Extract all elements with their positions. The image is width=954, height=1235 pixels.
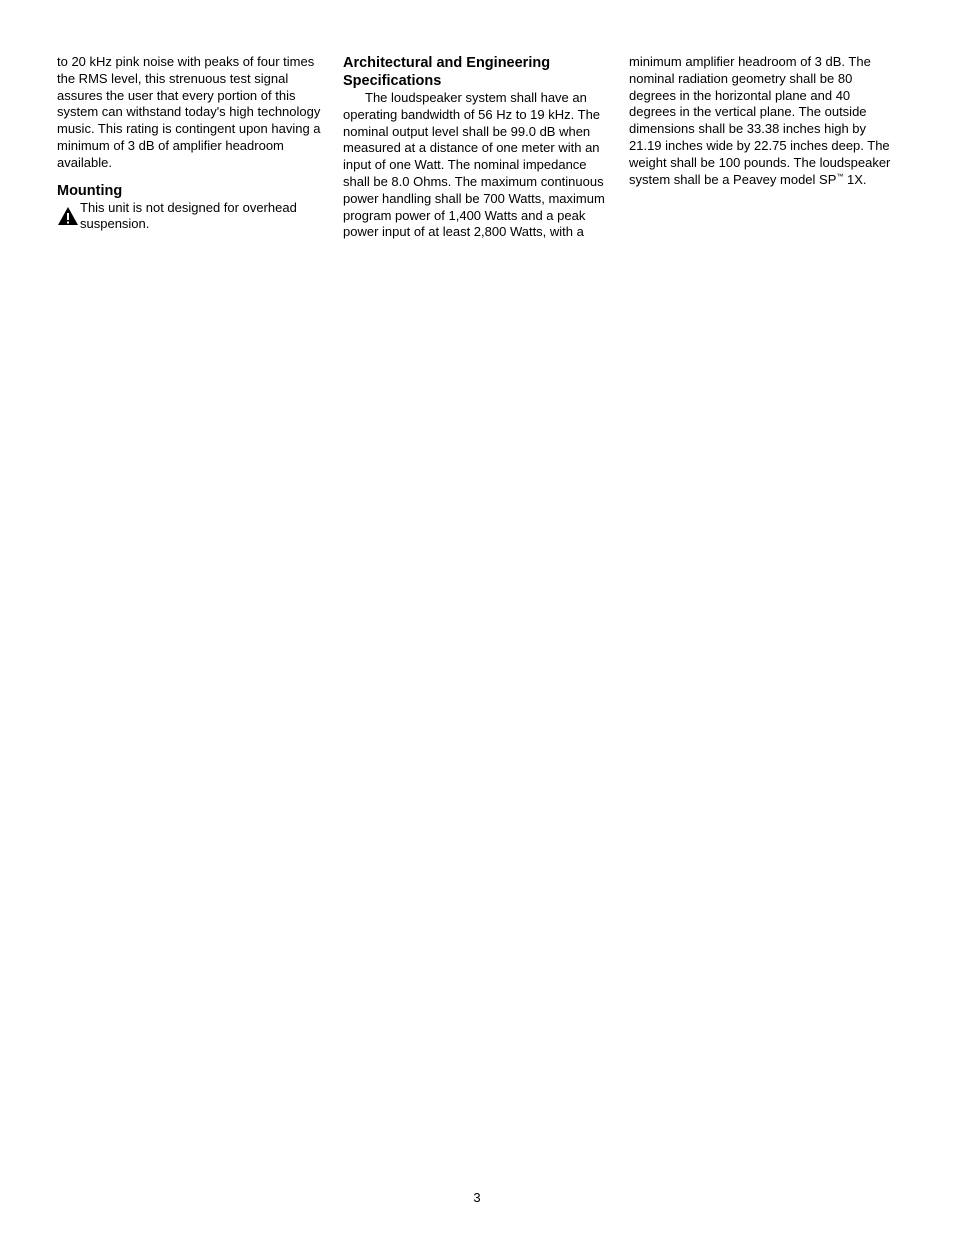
mounting-warning xyxy=(57,200,329,234)
warning-triangle-icon xyxy=(57,206,79,226)
specifications-continued-text: minimum amplifier headroom of 3 dB. The nominal radiation geometry shall be 80 degrees in the horizontal plane and 40 degrees in the vertical plane. The outside dimensions shall be 33.38 inches high by 21.19 inches wide by 22.75 inches deep. The weight shall be 100 pounds. The loudspeaker system shall be a Peavey model SP xyxy=(629,54,891,187)
column-1 xyxy=(57,54,329,233)
specifications-continued-paragraph xyxy=(629,54,897,188)
specifications-paragraph: The loudspeaker system shall have an operating bandwidth of 56 Hz to 19 kHz. The nominal output level shall be 99.0 dB when measured at a distance of one meter with an input of one Watt. The nominal impedance shall be 8.0 Ohms. The maximum continuous power handling shall be 700 Watts, maximum program power of 1,400 Watts and a peak power input of at least 2,800 Watts, with a xyxy=(343,90,605,240)
trademark-symbol: ™ xyxy=(836,173,844,181)
column-3 xyxy=(629,54,897,188)
specifications-heading-line2: Specifications xyxy=(343,73,442,89)
specifications-heading xyxy=(343,54,611,90)
mounting-warning-text: This unit is not designed for overhead suspension. xyxy=(80,199,297,232)
page-number: 3 xyxy=(473,1190,481,1205)
model-suffix: 1X. xyxy=(843,171,867,187)
specifications-heading-line1: Architectural and Engineering xyxy=(343,55,551,71)
rating-paragraph: to 20 kHz pink noise with peaks of four times the RMS level, this strenuous test signal assures the user that every portion of this system can withstand today's high technology music. This rating is contingent upon having a minimum of 3 dB of amplifier headroom available. xyxy=(57,54,321,170)
mounting-heading: Mounting xyxy=(57,182,123,199)
column-2 xyxy=(343,54,611,241)
